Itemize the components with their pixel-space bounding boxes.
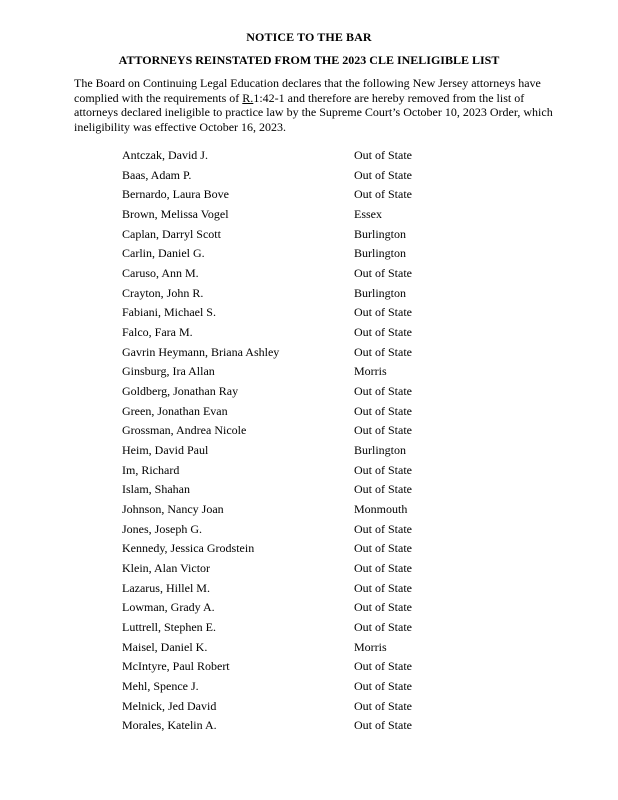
list-item: [0, 638, 618, 658]
attorney-name: Caplan, Darryl Scott: [122, 226, 221, 241]
attorney-county: Out of State: [354, 403, 412, 418]
attorney-county: Out of State: [354, 620, 412, 635]
attorney-name: Ginsburg, Ira Allan: [122, 364, 215, 379]
attorney-name: Gavrin Heymann, Briana Ashley: [122, 344, 280, 359]
list-item: [0, 166, 618, 186]
list-item: [0, 205, 618, 225]
list-item: [0, 323, 618, 343]
attorney-name: Kennedy, Jessica Grodstein: [122, 541, 255, 556]
attorney-county: Out of State: [354, 718, 412, 733]
attorney-county: Out of State: [354, 167, 412, 182]
attorney-county: Burlington: [354, 285, 407, 300]
rule-citation: R.: [242, 90, 254, 105]
attorney-county: Out of State: [354, 344, 412, 359]
attorney-name: Green, Jonathan Evan: [122, 403, 228, 418]
attorney-county: Out of State: [354, 679, 412, 694]
list-item: [0, 697, 618, 717]
attorney-county: Monmouth: [354, 502, 408, 517]
list-item: [0, 677, 618, 697]
attorney-name: Carlin, Daniel G.: [122, 246, 205, 261]
attorney-name: Luttrell, Stephen E.: [122, 620, 216, 635]
attorney-name: Johnson, Nancy Joan: [122, 502, 224, 517]
list-item: [0, 303, 618, 323]
intro-paragraph: [74, 76, 554, 134]
attorney-county: Burlington: [354, 246, 407, 261]
attorney-name: Islam, Shahan: [122, 482, 190, 497]
list-item: [0, 716, 618, 736]
attorney-county: Out of State: [354, 462, 412, 477]
attorney-county: Out of State: [354, 580, 412, 595]
list-item: [0, 657, 618, 677]
attorney-name: Baas, Adam P.: [122, 167, 192, 182]
attorney-name: Lazarus, Hillel M.: [122, 580, 210, 595]
attorney-list: [0, 146, 618, 736]
list-item: [0, 244, 618, 264]
list-item: [0, 264, 618, 284]
intro-text-start: The Board on Continuing Legal Education declares that the following New Jersey attorneys have complied with the requirements of: [74, 76, 541, 105]
list-item: [0, 421, 618, 441]
attorney-name: Crayton, John R.: [122, 285, 204, 300]
attorney-name: Brown, Melissa Vogel: [122, 207, 229, 222]
list-item: [0, 284, 618, 304]
attorney-county: Out of State: [354, 148, 412, 162]
list-item: [0, 618, 618, 638]
attorney-name: Bernardo, Laura Bove: [122, 187, 229, 202]
attorney-county: Out of State: [354, 698, 412, 713]
list-item: [0, 598, 618, 618]
attorney-name: Antczak, David J.: [122, 148, 208, 162]
attorney-county: Out of State: [354, 482, 412, 497]
attorney-county: Burlington: [354, 443, 407, 458]
list-item: [0, 402, 618, 422]
attorney-name: McIntyre, Paul Robert: [122, 659, 230, 674]
attorney-name: Morales, Katelin A.: [122, 718, 217, 733]
notice-title: NOTICE TO THE BAR: [246, 30, 372, 44]
attorney-county: Out of State: [354, 600, 412, 615]
attorney-name: Fabiani, Michael S.: [122, 305, 216, 320]
list-item: [0, 539, 618, 559]
attorney-name: Heim, David Paul: [122, 443, 209, 458]
attorney-county: Out of State: [354, 521, 412, 536]
attorney-county: Essex: [354, 207, 382, 222]
attorney-name: Klein, Alan Victor: [122, 561, 211, 576]
list-item: [0, 579, 618, 599]
list-item: [0, 461, 618, 481]
attorney-name: Falco, Fara M.: [122, 325, 193, 340]
list-item: [0, 480, 618, 500]
attorney-county: Out of State: [354, 384, 412, 399]
attorney-county: Out of State: [354, 187, 412, 202]
list-item: [0, 343, 618, 363]
attorney-county: Out of State: [354, 423, 412, 438]
attorney-name: Mehl, Spence J.: [122, 679, 199, 694]
attorney-county: Morris: [354, 639, 387, 654]
attorney-county: Out of State: [354, 325, 412, 340]
attorney-county: Out of State: [354, 541, 412, 556]
attorney-county: Out of State: [354, 305, 412, 320]
attorney-county: Morris: [354, 364, 387, 379]
list-item: [0, 362, 618, 382]
intro-text-end: 1:42-1 and therefore are hereby removed from the list of attorneys declared ineligible to practice law by the Supreme Court’s October 10, 2023 Order, which ineligibility was effective October 16, 2023.: [74, 90, 553, 134]
attorney-name: Jones, Joseph G.: [122, 521, 202, 536]
list-item: [0, 441, 618, 461]
attorney-name: Grossman, Andrea Nicole: [122, 423, 247, 438]
list-item: [0, 500, 618, 520]
attorney-name: Im, Richard: [122, 462, 180, 477]
list-item: [0, 559, 618, 579]
notice-subtitle: ATTORNEYS REINSTATED FROM THE 2023 CLE INELIGIBLE LIST: [118, 53, 500, 67]
attorney-county: Out of State: [354, 659, 412, 674]
list-item: [0, 520, 618, 540]
attorney-county: Out of State: [354, 266, 412, 281]
attorney-name: Melnick, Jed David: [122, 698, 217, 713]
attorney-name: Lowman, Grady A.: [122, 600, 215, 615]
list-item: [0, 225, 618, 245]
list-item: [0, 185, 618, 205]
attorney-name: Maisel, Daniel K.: [122, 639, 208, 654]
attorney-county: Burlington: [354, 226, 407, 241]
list-item: [0, 146, 618, 166]
attorney-name: Caruso, Ann M.: [122, 266, 199, 281]
attorney-name: Goldberg, Jonathan Ray: [122, 384, 239, 399]
attorney-county: Out of State: [354, 561, 412, 576]
list-item: [0, 382, 618, 402]
